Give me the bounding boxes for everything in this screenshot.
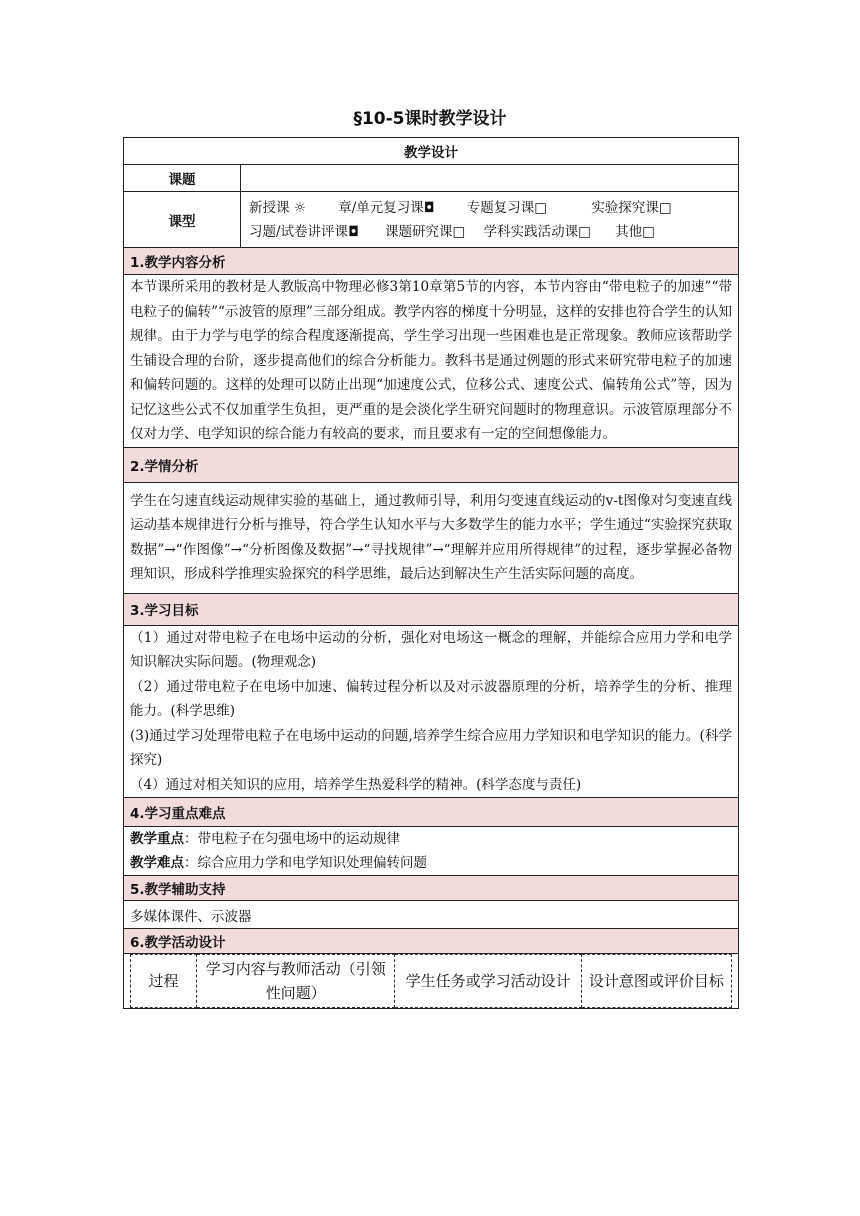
page-title: §10-5课时教学设计	[353, 109, 507, 129]
option-label: 实验探究课	[591, 199, 659, 216]
checkbox-icon: □	[642, 223, 655, 240]
checkbox-icon: □	[658, 199, 672, 216]
column-header-student-task: 学生任务或学习活动设计	[395, 955, 581, 1008]
option-label: 课题研究课	[385, 223, 453, 240]
checkbox-icon: □	[534, 199, 548, 216]
option-label: 章/单元复习课	[338, 199, 424, 216]
course-type-options	[241, 192, 739, 248]
lesson-design-table	[123, 137, 739, 1009]
option-exam-review[interactable]	[249, 220, 359, 244]
option-other[interactable]	[615, 220, 655, 244]
support-text: 多媒体课件、示波器	[124, 901, 739, 929]
option-unit-review[interactable]	[338, 196, 434, 220]
course-type-row-2	[247, 220, 732, 244]
course-type-label: 课型	[124, 192, 241, 248]
difficulty-label: 教学难点	[130, 855, 184, 871]
section-heading-objectives: 3.学习目标	[124, 593, 739, 625]
objective-item: (3)通过学习处理带电粒子在电场中运动的问题,培养学生综合应用力学知识和电学知识的能力。(科学探究)	[130, 727, 732, 768]
column-header-process: 过程	[131, 955, 197, 1008]
objectives-list	[124, 625, 739, 798]
section-heading-activities: 6.教学活动设计	[124, 929, 739, 954]
objective-item: （4）通过对相关知识的应用，培养学生热爱科学的精神。(科学态度与责任)	[130, 776, 582, 793]
key-point-label: 教学重点	[130, 831, 184, 847]
option-label: 新授课	[249, 199, 290, 216]
option-new-lesson[interactable]	[249, 196, 306, 220]
sun-mark-icon: ☼	[293, 199, 306, 216]
student-analysis-text: 学生在匀速直线运动规律实验的基础上，通过教师引导，利用匀变速直线运动的v-t图像对匀变速直线运动基本规律进行分析与推导，符合学生认知水平与大多数学生的能力水平；学生通过“实验探究获取数据”→“作图像”→“分析图像及数据”→“寻找规律”→“理解并应用所得规律”的过程，逐步掌握必备物理知识，形成科学推理实验探究的科学思维，最后达到解决生产生活实际问题的高度。	[124, 482, 739, 593]
section-heading-student-analysis: 2.学情分析	[124, 447, 739, 482]
difficulty-text: ：综合应用力学和电学知识处理偏转问题	[184, 855, 427, 871]
course-type-row-1	[247, 196, 732, 220]
section-heading-support: 5.教学辅助支持	[124, 876, 739, 901]
key-point-text: ：带电粒子在匀强电场中的运动规律	[184, 831, 400, 847]
option-experiment[interactable]	[591, 196, 671, 220]
key-points-content	[124, 827, 739, 876]
content-analysis-text: 本节课所采用的教材是人教版高中物理必修3第10章第5节的内容，本节内容由“带电粒子的加速”“带电粒子的偏转”“示波管的原理”三部分组成。教学内容的梯度十分明显，这样的安排也符合学生的认知规律。由于力学与电学的综合程度逐渐提高，学生学习出现一些困难也是正常现象。教师应该帮助学生铺设合理的台阶，逐步提高他们的综合分析能力。教科书是通过例题的形式来研究带电粒子的加速和偏转问题的。这样的处理可以防止出现“加速度公式，位移公式、速度公式、偏转角公式”等，因为记忆这些公式不仅加重学生负担，更严重的是会淡化学生研究问题时的物理意识。示波管原理部分不仅对力学、电学知识的综合能力有较高的要求，而且要求有一定的空间想像能力。	[124, 275, 739, 448]
option-label: 专题复习课	[466, 199, 535, 216]
activity-table-wrapper	[124, 954, 739, 1009]
option-label: 其他	[615, 223, 643, 240]
difficulty-line	[130, 851, 732, 875]
table-header: 教学设计	[124, 138, 739, 165]
option-label: 学科实践活动课	[483, 223, 579, 240]
section-heading-content-analysis: 1.教学内容分析	[124, 248, 739, 275]
column-header-intent: 设计意图或评价目标	[581, 955, 731, 1008]
objective-item: （2）通过带电粒子在电场中加速、偏转过程分析以及对示波器原理的分析，培养学生的分析、推理能力。(科学思维)	[130, 678, 732, 719]
checkbox-icon: □	[452, 223, 466, 240]
option-research[interactable]	[385, 220, 465, 244]
filled-checkbox-icon: ◘	[348, 223, 359, 240]
activity-table	[130, 954, 732, 1008]
section-heading-key-points: 4.学习重点难点	[124, 798, 739, 827]
option-topic-review[interactable]	[467, 196, 547, 220]
checkbox-icon: □	[578, 223, 591, 240]
column-header-content: 学习内容与教师活动（引领性问题）	[197, 955, 395, 1008]
key-point-line	[130, 827, 732, 851]
option-label: 习题/试卷讲评课	[249, 223, 349, 240]
option-practice[interactable]	[484, 220, 591, 244]
topic-value[interactable]	[241, 165, 739, 192]
filled-checkbox-icon: ◘	[423, 199, 435, 216]
objective-item: （1）通过对带电粒子在电场中运动的分析，强化对电场这一概念的理解，并能综合应用力学和电学知识解决实际问题。(物理观念)	[130, 629, 732, 670]
topic-label: 课题	[124, 165, 241, 192]
